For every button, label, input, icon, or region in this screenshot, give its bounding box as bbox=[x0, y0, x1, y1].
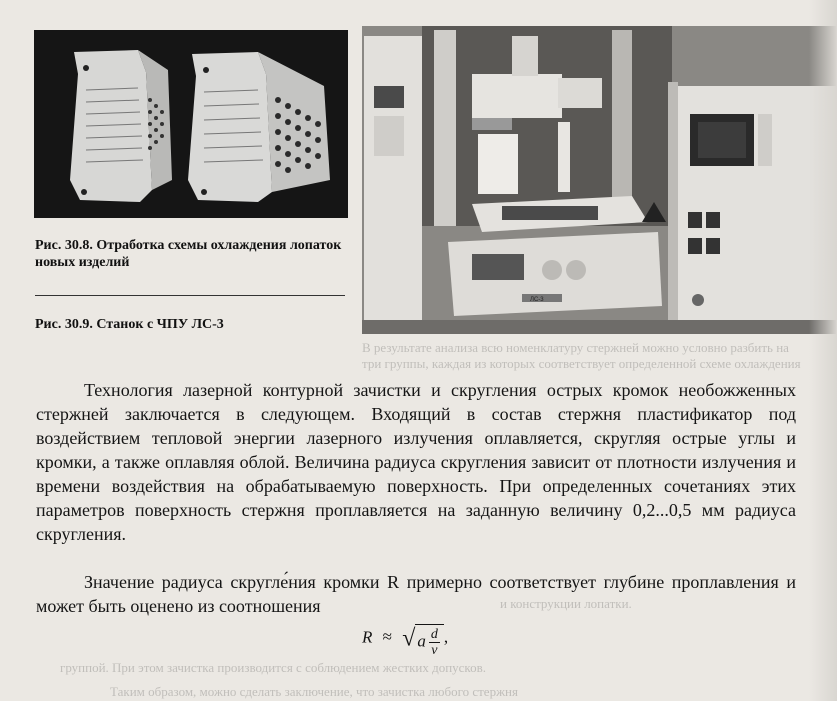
formula-lhs: R bbox=[362, 627, 373, 647]
bleed-through-text: группой. При этом зачистка производится с соблюдением жестких допусков. bbox=[60, 660, 486, 675]
formula-denominator: v bbox=[431, 643, 438, 658]
machine-photo bbox=[362, 26, 836, 334]
formula-a: a bbox=[417, 631, 426, 651]
bleed-through-text: Таким образом, можно сделать заключение, что зачистка любого стержня bbox=[110, 684, 518, 699]
machine-photo-image bbox=[362, 26, 836, 334]
bleed-through-text: три группы, каждая из которых соответствует определенной схеме охлаждения bbox=[362, 356, 801, 371]
machine-label: ЛС-3 bbox=[530, 297, 544, 303]
blade-photo bbox=[34, 30, 348, 218]
formula-trail: , bbox=[443, 627, 449, 647]
figure-caption-30-8: Рис. 30.8. Отработка схемы охлаждения лопаток новых изделий bbox=[35, 238, 342, 270]
caption-divider bbox=[35, 295, 345, 296]
bleed-through-text: и конструкции лопатки. bbox=[500, 596, 632, 611]
formula bbox=[362, 624, 448, 658]
formula-radicand bbox=[415, 624, 444, 658]
sqrt-icon: √ bbox=[402, 625, 416, 652]
formula-approx: ≈ bbox=[382, 627, 392, 647]
page-edge-shadow bbox=[809, 0, 837, 701]
body-paragraph-1: Технология лазерной контурной зачистки и скругления острых кромок необожженных стержней заключается в следующем. Входящий в состав стержня пластификатор под воздействием тепловой энергии лазерного излучения оплавляется, скругляя острые углы и кромки, а также оплавляя облой. Величина радиуса скругления зависит от плотности излучения и времени воздействия на обрабатываемую поверхность. При определенных сочетаниях этих параметров поверхность стержня проплавляется на заданную величину 0,2...0,5 мм радиуса скругления. bbox=[36, 380, 796, 544]
blade-photo-image bbox=[34, 30, 348, 218]
formula-numerator: d bbox=[430, 627, 438, 642]
bleed-through-text: В результате анализа всю номенклатуру стержней можно условно разбить на bbox=[362, 340, 789, 355]
figure-caption-30-9: Рис. 30.9. Станок с ЧПУ ЛС-3 bbox=[35, 317, 224, 332]
formula-fraction bbox=[429, 627, 440, 658]
body-paragraph-2: Значение радиуса скругле́ния кромки R примерно соответствует глубине проплавления и может быть оценено из соотношения bbox=[36, 572, 796, 616]
